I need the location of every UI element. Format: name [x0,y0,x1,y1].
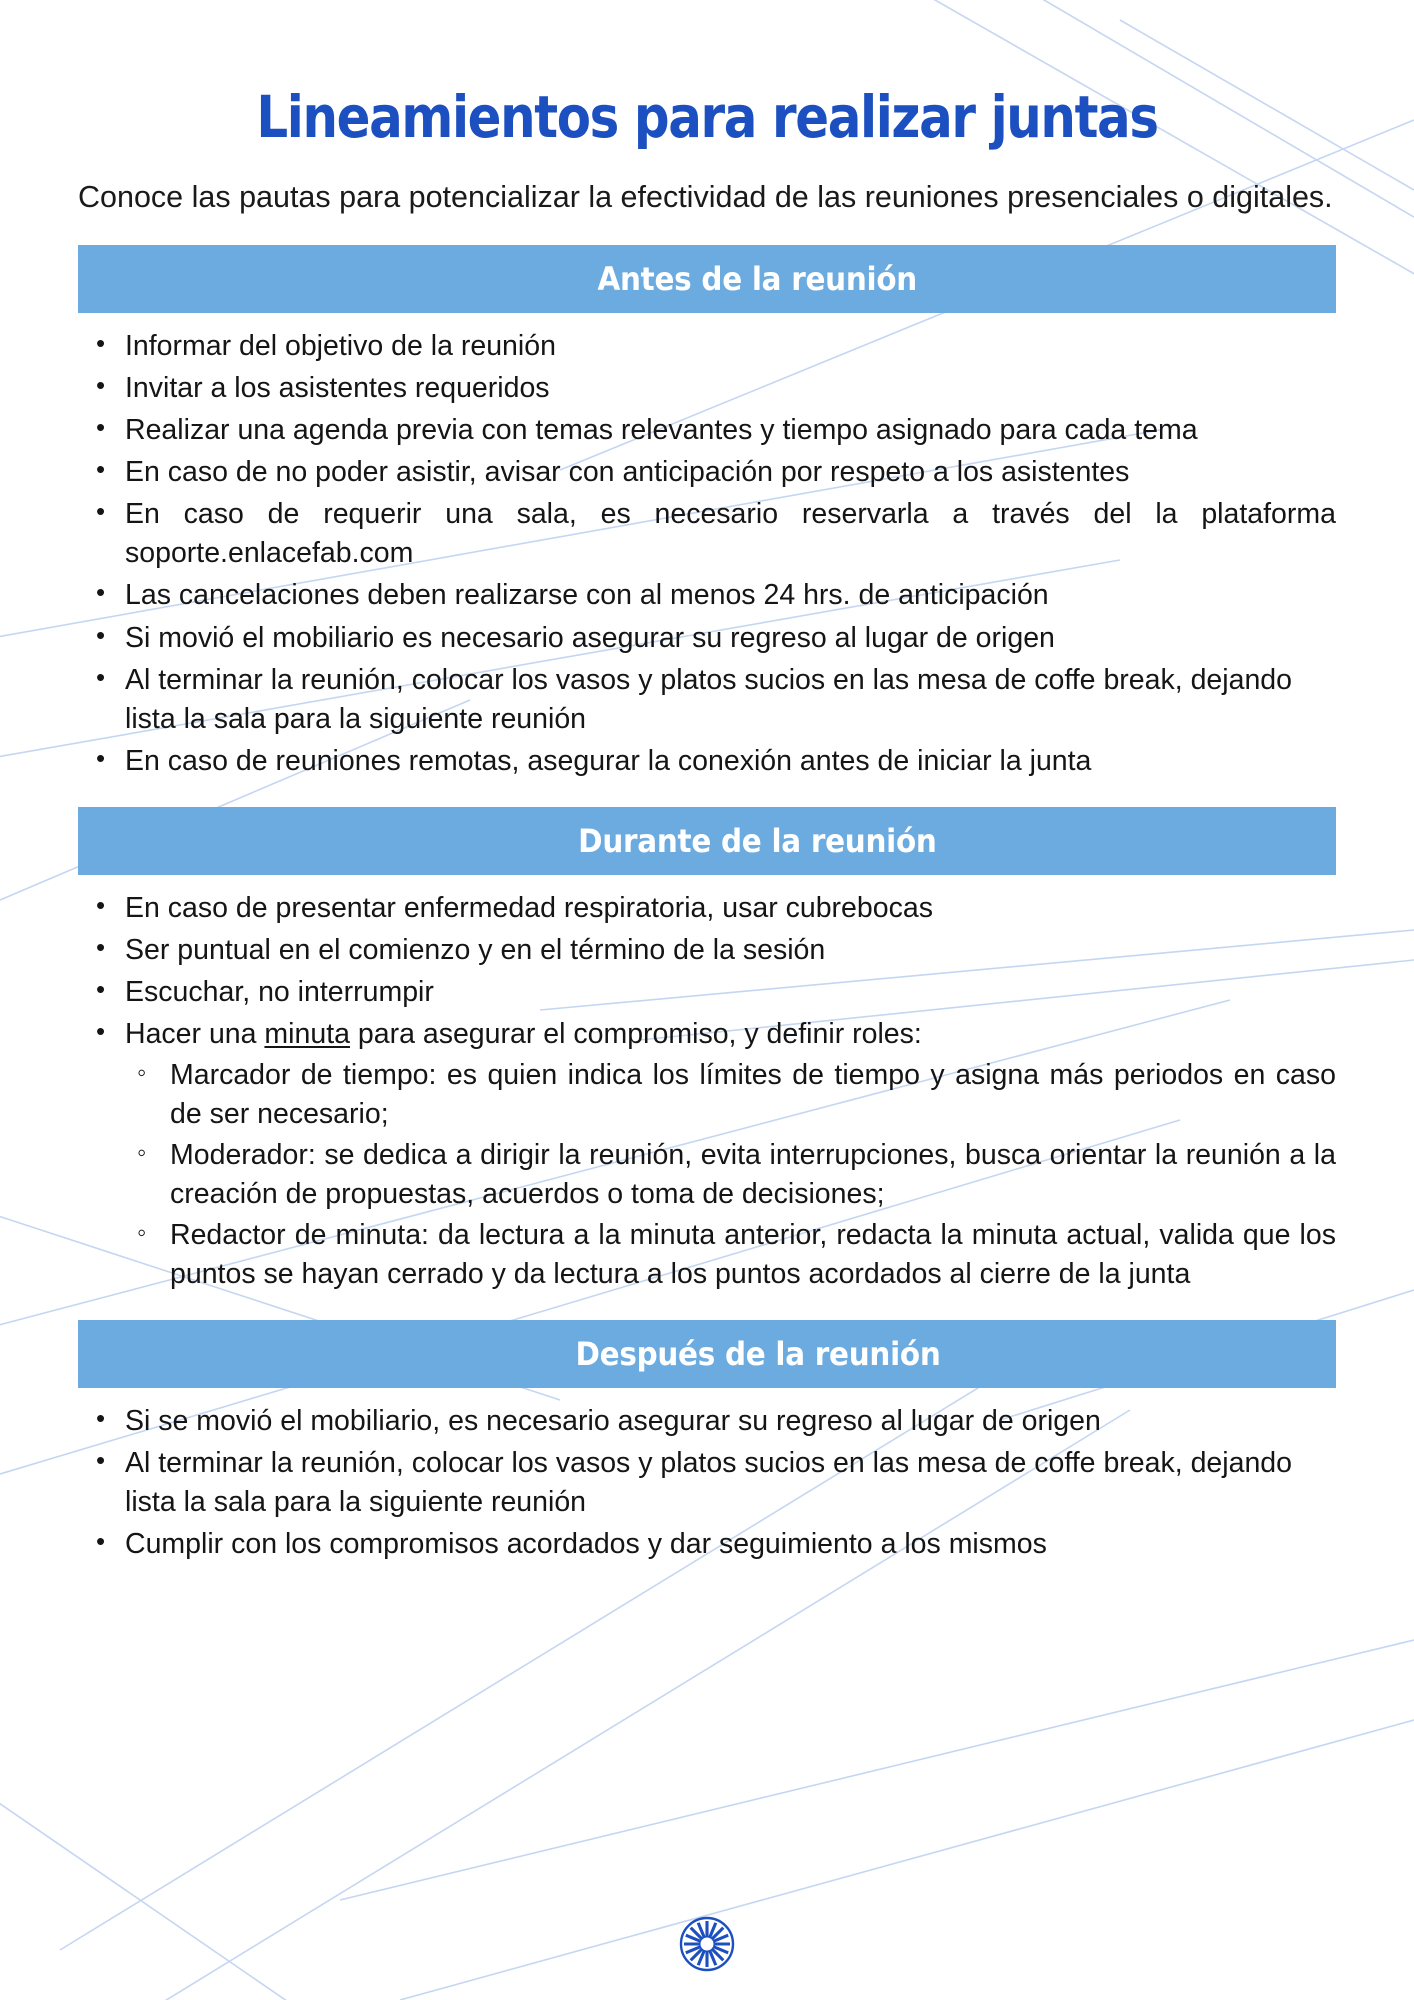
section-header-despues [78,1320,1336,1388]
list-item: • Ser puntual en el comienzo y en el término de la sesión [78,931,1336,970]
list-item-roles [78,1015,1336,1294]
roles-suffix: para asegurar el compromiso, y definir roles: [349,1017,922,1050]
list-item: • En caso de no poder asistir, avisar con anticipación por respeto a los asistentes [78,453,1336,492]
list-durante [78,889,1336,1294]
page-title: Lineamientos para realizar juntas [256,83,1158,151]
sub-list-item: ◦ Redactor de minuta: da lectura a la minuta anterior, redacta la minuta actual, valida que los puntos se hayan cerrado y da lectura a los puntos acordados al cierre de la junta [125,1216,1336,1294]
list-item: • En caso de presentar enfermedad respiratoria, usar cubrebocas [78,889,1336,928]
list-item: • Realizar una agenda previa con temas relevantes y tiempo asignado para cada tema [78,411,1336,450]
list-despues [78,1402,1336,1564]
list-item: • En caso de reuniones remotas, asegurar la conexión antes de iniciar la junta [78,742,1336,781]
list-item: • Invitar a los asistentes requeridos [78,369,1336,408]
list-item: • En caso de requerir una sala, es necesario reservarla a través del la plataforma soporte.enlacefab.com [78,495,1336,573]
list-item: • Al terminar la reunión, colocar los vasos y platos sucios en las mesa de coffe break, dejando lista la sala para la siguiente reunión [78,661,1336,739]
roles-prefix: Hacer una [125,1017,265,1050]
section-header-durante [78,807,1336,875]
list-item: • Si se movió el mobiliario, es necesario asegurar su regreso al lugar de origen [78,1402,1336,1441]
section-header-label: Durante de la reunión [578,821,937,860]
sub-list-item: ◦ Moderador: se dedica a dirigir la reunión, evita interrupciones, busca orientar la reunión a la creación de propuestas, acuerdos o toma de decisiones; [125,1136,1336,1214]
section-header-label: Antes de la reunión [597,260,918,299]
intro-paragraph: Conoce las pautas para potencializar la efectividad de las reuniones presenciales o digitales. [78,180,1333,214]
list-item: • Informar del objetivo de la reunión [78,327,1336,366]
list-item: • Si movió el mobiliario es necesario asegurar su regreso al lugar de origen [78,619,1336,658]
enlace-fab-circular-logo-icon [679,1916,735,1972]
section-header-label: Después de la reunión [575,1334,941,1373]
list-antes [78,327,1336,780]
sub-list-item: ◦ Marcador de tiempo: es quien indica los límites de tiempo y asigna más periodos en caso de ser necesario; [125,1056,1336,1134]
list-roles [125,1056,1336,1294]
section-header-antes [78,245,1336,313]
list-item: • Al terminar la reunión, colocar los vasos y platos sucios en las mesa de coffe break, dejando lista la sala para la siguiente reunión [78,1444,1336,1522]
footer-logo [0,1916,1414,1972]
list-item: • Las cancelaciones deben realizarse con al menos 24 hrs. de anticipación [78,576,1336,615]
minuta-link[interactable]: minuta [264,1017,350,1050]
list-item: • Cumplir con los compromisos acordados y dar seguimiento a los mismos [78,1525,1336,1564]
list-item: • Escuchar, no interrumpir [78,973,1336,1012]
